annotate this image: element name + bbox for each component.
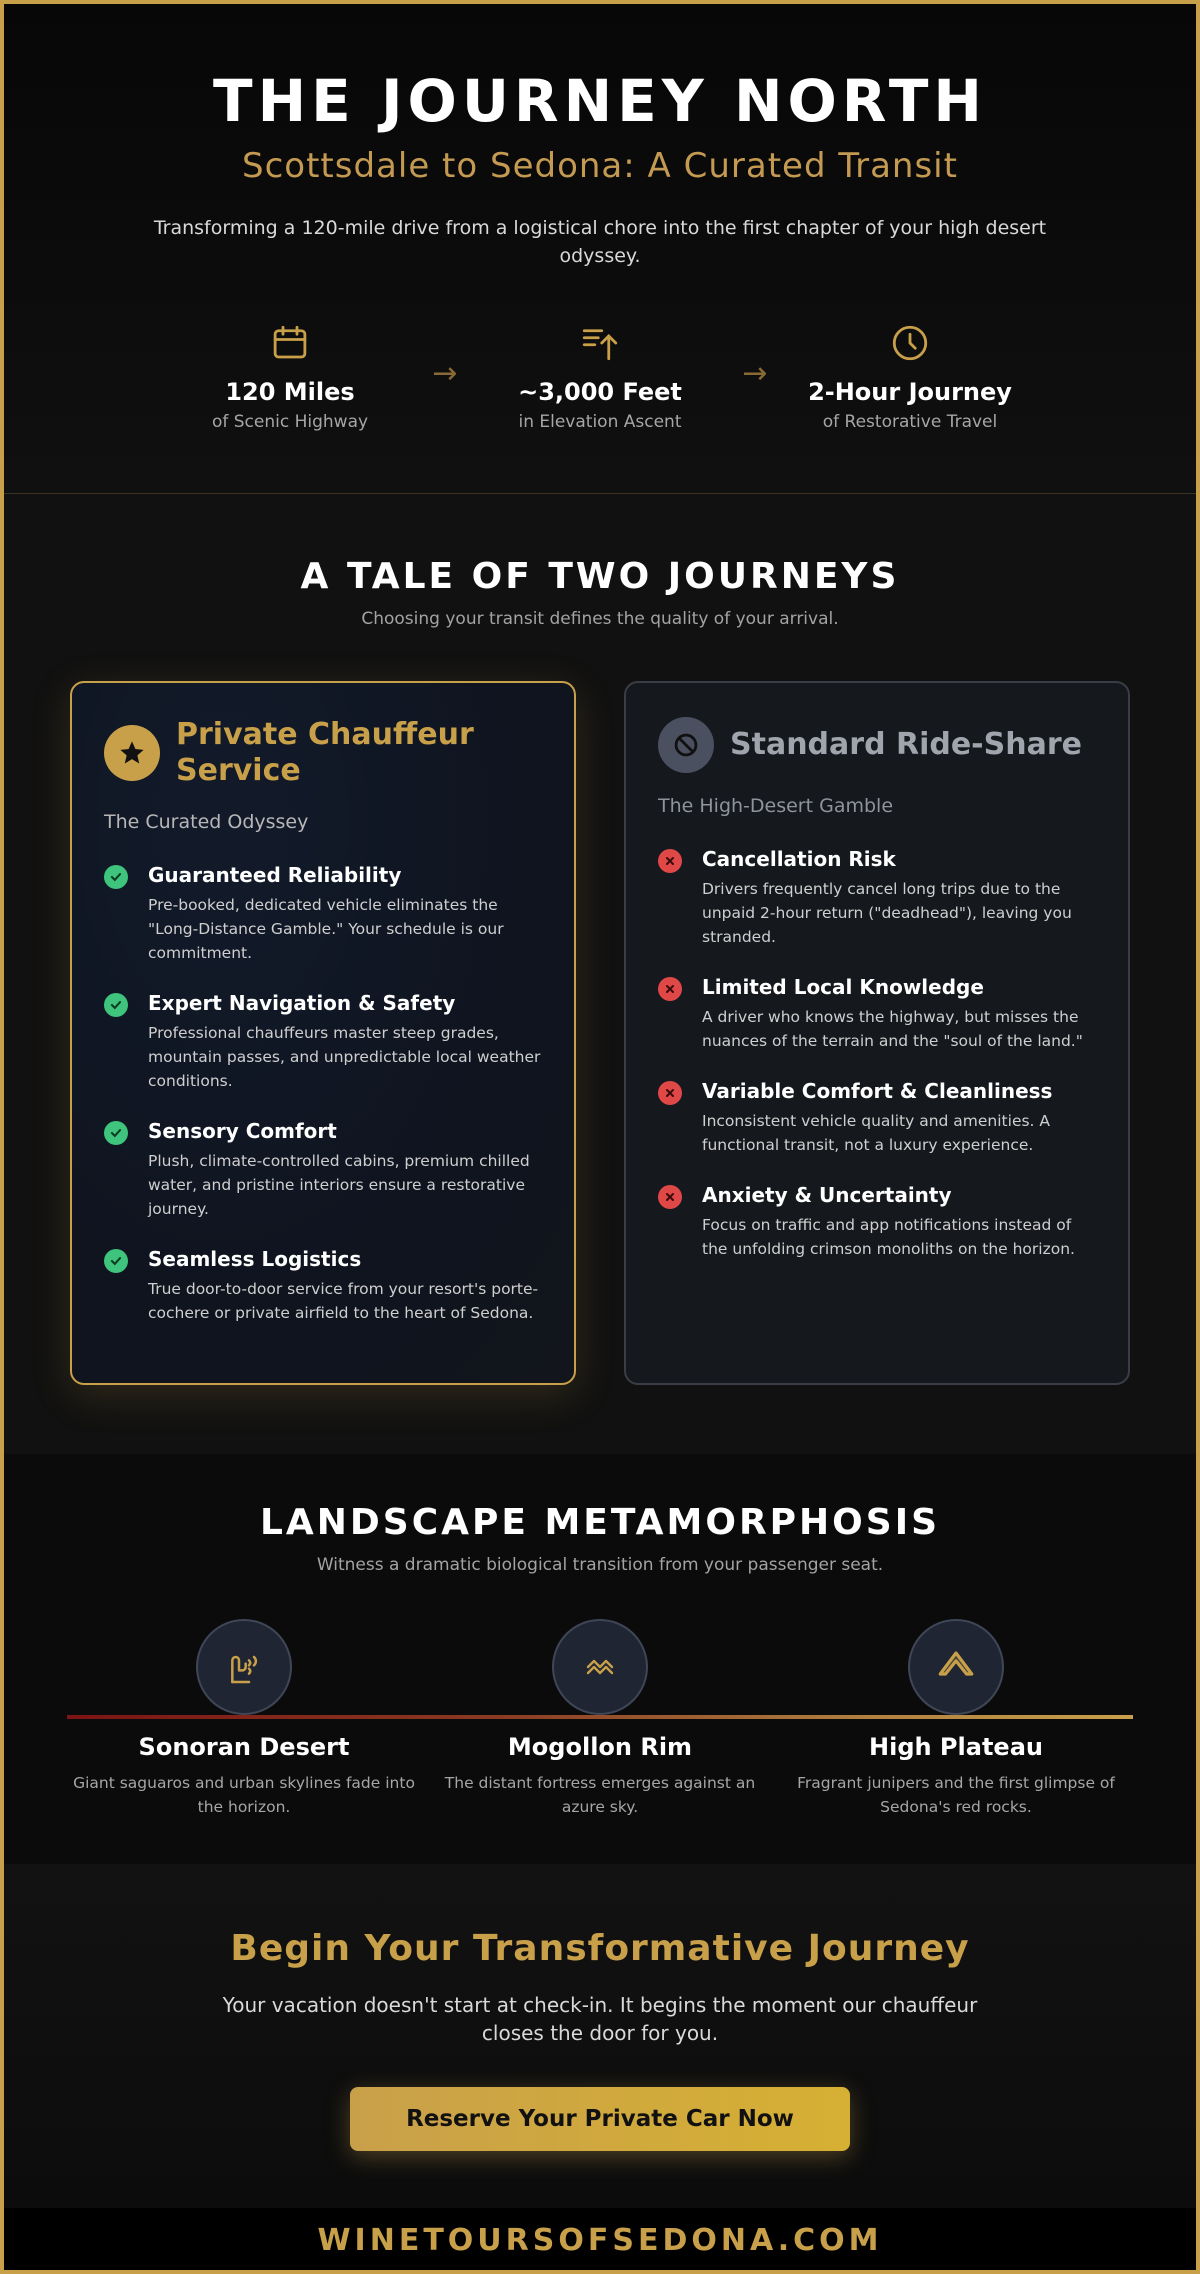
stat-label: of Scenic Highway xyxy=(211,412,369,432)
private-chauffeur-card xyxy=(70,681,576,1385)
item-title: Sensory Comfort xyxy=(148,1119,337,1143)
elevation-icon xyxy=(579,322,621,364)
item-description: Focus on traffic and app notifications instead of the unfolding crimson monoliths on the horizon. xyxy=(702,1216,1075,1258)
stop-description: The distant fortress emerges against an azure sky. xyxy=(444,1774,756,1816)
x-icon xyxy=(658,1185,682,1209)
risk-list xyxy=(658,847,1096,1261)
comparison-subtitle: Choosing your transit defines the quality of your arrival. xyxy=(361,609,839,629)
item-description: True door-to-door service from your resort's porte-cochere or private airfield to the heart of Sedona. xyxy=(148,1280,539,1322)
item-title: Limited Local Knowledge xyxy=(702,975,984,999)
list-item xyxy=(658,1183,1096,1261)
benefit-list xyxy=(104,863,542,1325)
stop-name: Sonoran Desert xyxy=(138,1733,350,1761)
card-title: Private Chauffeur Service xyxy=(176,717,474,788)
cta-title: Begin Your Transformative Journey xyxy=(230,1928,970,1969)
stop-description: Fragrant junipers and the first glimpse of Sedona's red rocks. xyxy=(797,1774,1115,1816)
item-description: Inconsistent vehicle quality and amenities. A functional transit, not a luxury experience. xyxy=(702,1112,1051,1154)
stats-row xyxy=(4,322,1196,432)
check-icon xyxy=(104,993,128,1017)
stat-value: 120 Miles xyxy=(225,378,355,406)
list-item xyxy=(658,847,1096,949)
list-item xyxy=(104,1119,542,1221)
item-title: Variable Comfort & Cleanliness xyxy=(702,1079,1053,1103)
comparison-cards xyxy=(4,681,1196,1385)
card-tagline: The Curated Odyssey xyxy=(104,811,309,833)
landscape-title: LANDSCAPE METAMORPHOSIS xyxy=(259,1502,941,1543)
stat-value: ~3,000 Feet xyxy=(518,378,682,406)
item-title: Expert Navigation & Safety xyxy=(148,991,456,1015)
stat-value: 2-Hour Journey xyxy=(808,378,1012,406)
check-icon xyxy=(104,1249,128,1273)
stop-name: Mogollon Rim xyxy=(507,1733,693,1761)
item-description: Pre-booked, dedicated vehicle eliminates the "Long-Distance Gamble." Your schedule is our commitment. xyxy=(148,896,504,962)
hero-title: THE JOURNEY NORTH xyxy=(213,67,987,135)
item-title: Cancellation Risk xyxy=(702,847,896,871)
footer xyxy=(4,2208,1196,2274)
reserve-button[interactable]: Reserve Your Private Car Now xyxy=(350,2087,850,2151)
stat-label: of Restorative Travel xyxy=(822,412,998,432)
check-icon xyxy=(104,865,128,889)
hero-subtitle: Scottsdale to Sedona: A Curated Transit xyxy=(242,146,958,186)
hero-section xyxy=(4,4,1196,494)
item-description: Drivers frequently cancel long trips due to the unpaid 2-hour return ("deadhead"), leaving you stranded. xyxy=(702,880,1072,946)
arrow-right-icon: → xyxy=(742,356,768,391)
mountains-icon xyxy=(552,1619,648,1715)
list-item xyxy=(658,975,1096,1053)
comparison-section xyxy=(4,494,1196,1454)
arrow-right-icon: → xyxy=(432,356,458,391)
cta-description: Your vacation doesn't start at check-in. It begins the moment our chauffeur closes the door for you. xyxy=(222,1993,978,2045)
hero-description: Transforming a 120-mile drive from a logistical chore into the first chapter of your high desert odyssey. xyxy=(153,217,1047,267)
landscape-section xyxy=(4,1454,1196,1864)
item-description: Professional chauffeurs master steep grades, mountain passes, and unpredictable local weather conditions. xyxy=(148,1024,541,1090)
landscape-subtitle: Witness a dramatic biological transition from your passenger seat. xyxy=(316,1555,884,1575)
comparison-title: A TALE OF TWO JOURNEYS xyxy=(300,556,900,597)
card-header xyxy=(658,717,1096,773)
ride-share-card xyxy=(624,681,1130,1385)
landscape-timeline xyxy=(67,1619,1133,1829)
calendar-icon xyxy=(269,322,311,364)
stat-distance xyxy=(165,322,415,432)
clock-icon xyxy=(889,322,931,364)
x-icon xyxy=(658,1081,682,1105)
card-tagline: The High-Desert Gamble xyxy=(658,795,894,817)
list-item xyxy=(658,1079,1096,1157)
list-item xyxy=(104,1247,542,1325)
star-icon xyxy=(104,725,160,781)
item-title: Seamless Logistics xyxy=(148,1247,362,1271)
item-title: Anxiety & Uncertainty xyxy=(702,1183,952,1207)
item-description: Plush, climate-controlled cabins, premium chilled water, and pristine interiors ensure a restorative journey. xyxy=(148,1152,530,1218)
stat-label: in Elevation Ascent xyxy=(518,412,682,432)
stat-duration xyxy=(785,322,1035,432)
stat-elevation xyxy=(475,322,725,432)
stop-description: Giant saguaros and urban skylines fade into the horizon. xyxy=(73,1774,415,1816)
item-title: Guaranteed Reliability xyxy=(148,863,402,887)
cta-section xyxy=(4,1864,1196,2208)
x-icon xyxy=(658,977,682,1001)
footer-site-link[interactable]: WINETOURSOFSEDONA.COM xyxy=(317,2223,883,2258)
timeline-stop-sonoran xyxy=(67,1619,421,1819)
timeline-stop-plateau xyxy=(779,1619,1133,1819)
item-description: A driver who knows the highway, but misses the nuances of the terrain and the "soul of the land." xyxy=(702,1008,1083,1050)
card-header xyxy=(104,717,542,789)
timeline-stop-mogollon xyxy=(423,1619,777,1819)
ban-icon xyxy=(658,717,714,773)
card-title: Standard Ride-Share xyxy=(730,727,1082,762)
list-item xyxy=(104,863,542,965)
x-icon xyxy=(658,849,682,873)
stop-name: High Plateau xyxy=(869,1733,1043,1761)
peak-icon xyxy=(908,1619,1004,1715)
check-icon xyxy=(104,1121,128,1145)
cactus-icon xyxy=(196,1619,292,1715)
list-item xyxy=(104,991,542,1093)
